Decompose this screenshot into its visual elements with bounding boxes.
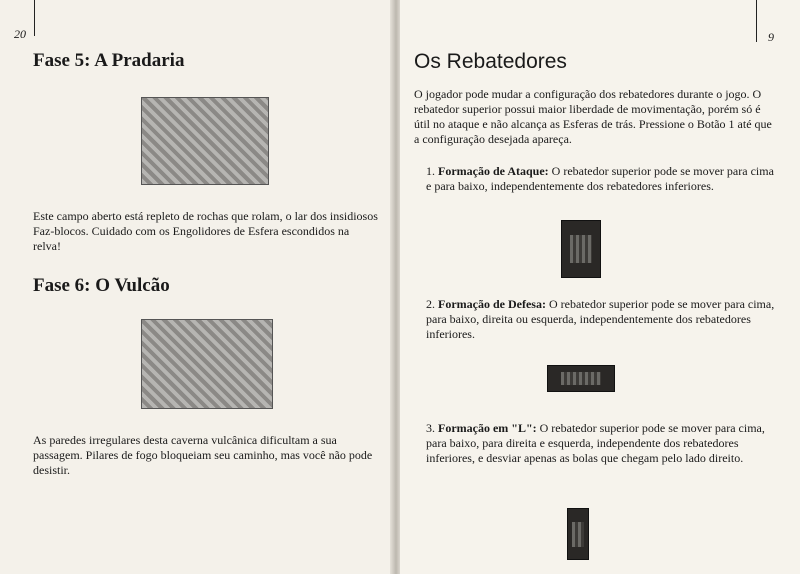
- item-title: Formação de Ataque:: [438, 164, 549, 178]
- item-number: 1.: [426, 164, 435, 178]
- phase5-heading: Fase 5: A Pradaria: [33, 50, 185, 71]
- formation-item-1: [418, 164, 778, 194]
- item-number: 2.: [426, 297, 435, 311]
- page-rule: [756, 0, 757, 42]
- phase6-text: As paredes irregulares desta caverna vulcânica dificultam a sua passagem. Pilares de fogo bloqueiam seu caminho, mas você não pode desistir.: [33, 433, 373, 477]
- formation-item-2: [418, 297, 778, 342]
- phase6-screenshot: [141, 319, 273, 409]
- formation-item-3: [418, 421, 778, 466]
- phase5-screenshot: [141, 97, 269, 185]
- rebatedores-intro: O jogador pode mudar a configuração dos rebatedores durante o jogo. O rebatedor superior possui maior liberdade de movimentação, porém só é útil no ataque e não alcança as Esferas de trás. Pressione o Botão 1 até que a configuração desejada apareça.: [414, 87, 772, 146]
- formation-3-image: [567, 508, 589, 560]
- page-number: 20: [14, 27, 26, 41]
- left-page: [0, 0, 392, 574]
- item-title: Formação em "L":: [438, 421, 537, 435]
- phase5-text: Este campo aberto está repleto de rochas que rolam, o lar dos insidiosos Faz-blocos. Cuidado com os Engolidores de Esfera escondidos na relva!: [33, 209, 378, 253]
- right-page: [400, 0, 800, 574]
- item-text: O rebatedor superior pode se mover para cima e para baixo, independentemente dos rebatedores inferiores.: [426, 164, 774, 193]
- item-number: 3.: [426, 421, 435, 435]
- rebatedores-heading: Os Rebatedores: [414, 50, 567, 73]
- phase6-heading: Fase 6: O Vulcão: [33, 275, 170, 296]
- page-rule: [34, 0, 35, 36]
- item-text: O rebatedor superior pode se mover para cima, para baixo, para direita e esquerda, independente dos rebatedores inferiores, e desviar apenas as bolas que chegam pelo lado direito.: [426, 421, 765, 465]
- page-number: 9: [768, 30, 774, 44]
- formation-2-image: [547, 365, 615, 392]
- item-title: Formação de Defesa:: [438, 297, 546, 311]
- item-text: O rebatedor superior pode se mover para cima, para baixo, direita ou esquerda, independentemente dos rebatedores inferiores.: [426, 297, 775, 341]
- formation-1-image: [561, 220, 601, 278]
